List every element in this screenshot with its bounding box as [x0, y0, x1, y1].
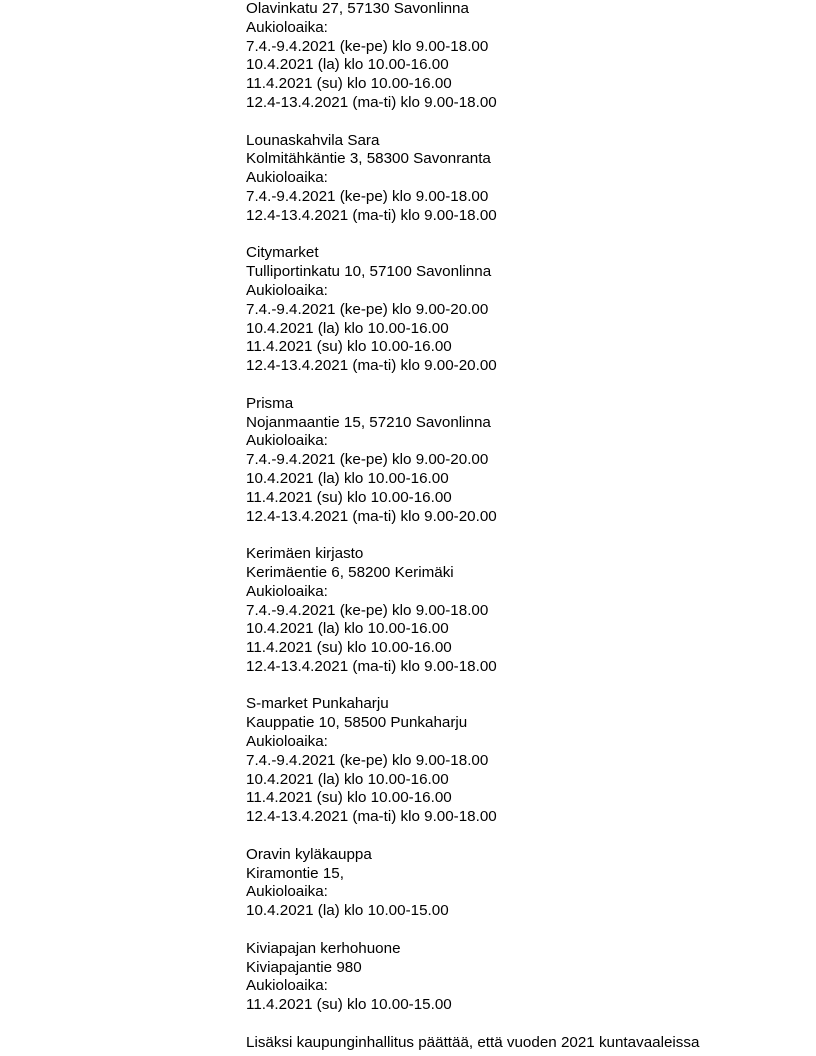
location-line: 11.4.2021 (su) klo 10.00-16.00: [246, 75, 452, 93]
location-entry: [246, 244, 806, 376]
location-line: 10.4.2021 (la) klo 10.00-16.00: [246, 469, 449, 487]
location-line: 11.4.2021 (su) klo 10.00-16.00: [246, 639, 452, 657]
location-line: Aukioloaika:: [246, 281, 328, 299]
location-line: 12.4-13.4.2021 (ma-ti) klo 9.00-18.00: [246, 657, 497, 675]
location-entry: [246, 395, 806, 527]
location-line: 7.4.-9.4.2021 (ke-pe) klo 9.00-20.00: [246, 300, 489, 318]
location-line: Prisma: [246, 394, 294, 412]
location-line: Aukioloaika:: [246, 169, 328, 187]
location-line: Oravin kyläkauppa: [246, 845, 372, 863]
location-line: S-market Punkaharju: [246, 695, 389, 713]
location-line: Kiviapajantie 980: [246, 958, 362, 976]
location-line: Kerimäentie 6, 58200 Kerimäki: [246, 563, 454, 581]
location-line: Aukioloaika:: [246, 18, 328, 36]
location-line: 10.4.2021 (la) klo 10.00-16.00: [246, 770, 449, 788]
location-line: 10.4.2021 (la) klo 10.00-16.00: [246, 319, 449, 337]
closing-paragraph: Lisäksi kaupunginhallitus päättää, että vuoden 2021 kuntavaaleissa: [246, 1033, 700, 1051]
location-line: 7.4.-9.4.2021 (ke-pe) klo 9.00-18.00: [246, 751, 489, 769]
location-line: 10.4.2021 (la) klo 10.00-16.00: [246, 620, 449, 638]
location-line: Kauppatie 10, 58500 Punkaharju: [246, 714, 468, 732]
location-line: Aukioloaika:: [246, 977, 328, 995]
location-line: Aukioloaika:: [246, 733, 328, 751]
location-line: 11.4.2021 (su) klo 10.00-15.00: [246, 996, 452, 1014]
location-line: Tulliportinkatu 10, 57100 Savonlinna: [246, 263, 492, 281]
location-line: 11.4.2021 (su) klo 10.00-16.00: [246, 488, 452, 506]
polling-locations-list: [246, 0, 806, 1015]
location-entry: [246, 940, 806, 1015]
location-line: 12.4-13.4.2021 (ma-ti) klo 9.00-18.00: [246, 206, 497, 224]
location-line: Kerimäen kirjasto: [246, 545, 364, 563]
location-line: Lounaskahvila Sara: [246, 131, 380, 149]
location-entry: [246, 132, 806, 226]
location-line: 7.4.-9.4.2021 (ke-pe) klo 9.00-18.00: [246, 187, 489, 205]
location-line: 10.4.2021 (la) klo 10.00-16.00: [246, 56, 449, 74]
location-line: 7.4.-9.4.2021 (ke-pe) klo 9.00-18.00: [246, 601, 489, 619]
location-line: 11.4.2021 (su) klo 10.00-16.00: [246, 338, 452, 356]
location-line: Aukioloaika:: [246, 883, 328, 901]
location-line: 12.4-13.4.2021 (ma-ti) klo 9.00-20.00: [246, 357, 497, 375]
location-line: 7.4.-9.4.2021 (ke-pe) klo 9.00-20.00: [246, 451, 489, 469]
location-line: 11.4.2021 (su) klo 10.00-16.00: [246, 789, 452, 807]
location-line: Kiviapajan kerhohuone: [246, 939, 401, 957]
location-entry: [246, 545, 806, 677]
location-line: Aukioloaika:: [246, 432, 328, 450]
location-line: Olavinkatu 27, 57130 Savonlinna: [246, 0, 469, 17]
location-line: Citymarket: [246, 244, 319, 262]
location-line: 7.4.-9.4.2021 (ke-pe) klo 9.00-18.00: [246, 37, 489, 55]
location-line: Kiramontie 15,: [246, 864, 344, 882]
location-line: Nojanmaantie 15, 57210 Savonlinna: [246, 413, 491, 431]
location-entry: [246, 0, 806, 113]
location-line: Kolmitähkäntie 3, 58300 Savonranta: [246, 150, 491, 168]
location-line: 10.4.2021 (la) klo 10.00-15.00: [246, 902, 449, 920]
location-line: 12.4-13.4.2021 (ma-ti) klo 9.00-18.00: [246, 93, 497, 111]
document-body: [246, 0, 806, 1053]
location-entry: [246, 695, 806, 827]
location-line: Aukioloaika:: [246, 582, 328, 600]
location-entry: [246, 846, 806, 921]
location-line: 12.4-13.4.2021 (ma-ti) klo 9.00-20.00: [246, 507, 497, 525]
location-line: 12.4-13.4.2021 (ma-ti) klo 9.00-18.00: [246, 808, 497, 826]
